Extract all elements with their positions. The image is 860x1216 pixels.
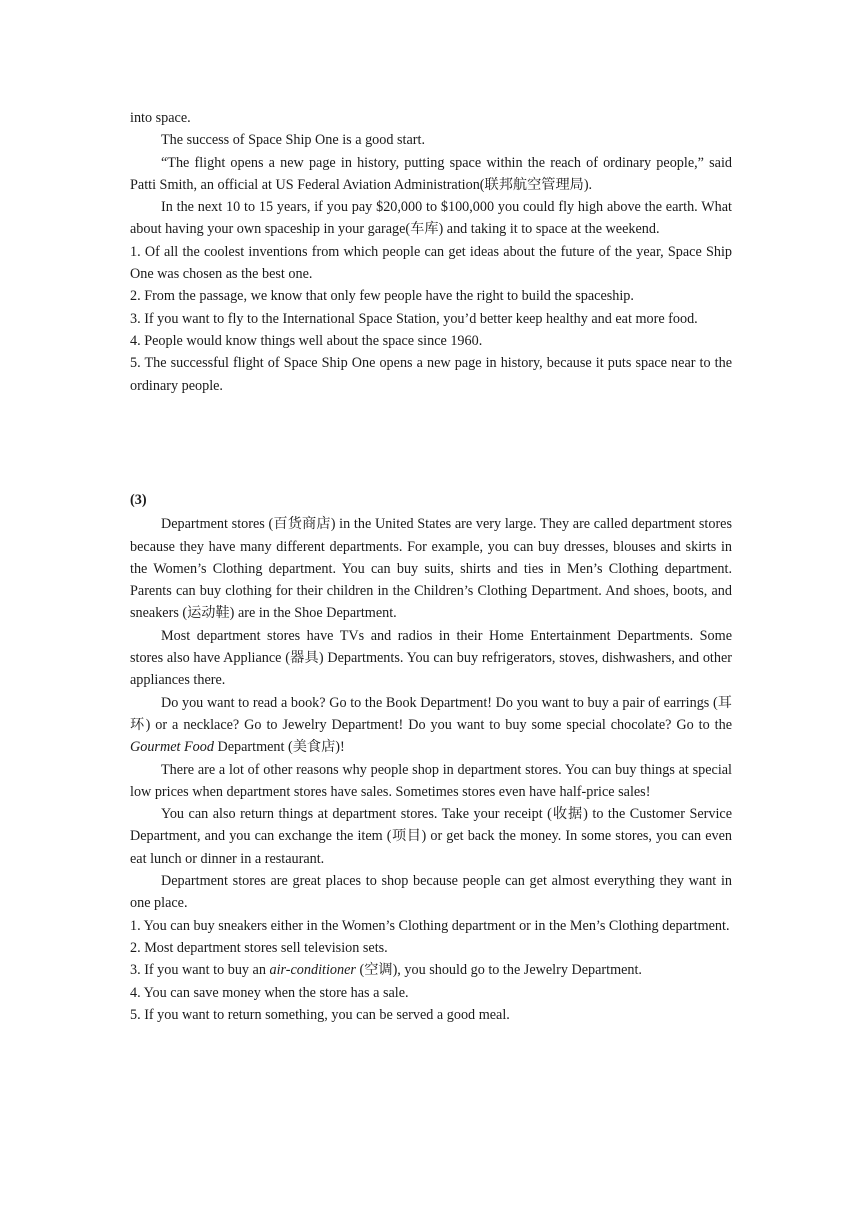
question-item: 1. You can buy sneakers either in the Women’s Clothing department or in the Men’s Clothing department. bbox=[130, 917, 730, 934]
passage-3-section bbox=[130, 489, 732, 1026]
question-item: 2. From the passage, we know that only few people have the right to build the spaceship. bbox=[130, 288, 634, 305]
question-item: 2. Most department stores sell television sets. bbox=[130, 939, 388, 956]
paragraph: Department stores (百货商店) in the United States are very large. They are called department stores because they have many different departments. For example, you can buy dresses, blouses and skirts in the Women’s Clothing department. You can buy suits, shirts and ties in Men’s Clothing department. Parents can buy clothing for their children in the Children’s Clothing Department. And shoes, boots, and sneakers (运动鞋) are in the Shoe Department. bbox=[130, 516, 732, 622]
italic-term: air-conditioner bbox=[269, 962, 356, 979]
paragraph: Most department stores have TVs and radios in their Home Entertainment Departments. Some stores also have Appliance (器具) Departments. You can buy refrigerators, stoves, dishwashers, and other appliances there. bbox=[130, 627, 732, 689]
paragraph: In the next 10 to 15 years, if you pay $20,000 to $100,000 you could fly high above the earth. What about having your own spaceship in your garage(车库) and taking it to space at the weekend. bbox=[130, 199, 732, 238]
paragraph: “The flight opens a new page in history, putting space within the reach of ordinary people,” said Patti Smith, an official at US Federal Aviation Administration(联邦航空管理局). bbox=[130, 154, 732, 193]
paragraph: The success of Space Ship One is a good start. bbox=[161, 132, 425, 149]
passage-2-section bbox=[130, 107, 732, 397]
question-item: 4. You can save money when the store has a sale. bbox=[130, 984, 409, 1001]
paragraph: Department stores are great places to shop because people can get almost everything they want in one place. bbox=[130, 873, 732, 912]
question-item: 3. If you want to fly to the International Space Station, you’d better keep healthy and eat more food. bbox=[130, 310, 698, 327]
paragraph-text: Department (美食店)! bbox=[213, 739, 345, 756]
question-item: 5. The successful flight of Space Ship One opens a new page in history, because it puts space near to the ordinary people. bbox=[130, 355, 732, 394]
question-item: 4. People would know things well about the space since 1960. bbox=[130, 332, 483, 349]
paragraph: There are a lot of other reasons why people shop in department stores. You can buy things at special low prices when department stores have sales. Sometimes stores even have half-price sales! bbox=[130, 761, 732, 800]
paragraph: You can also return things at department stores. Take your receipt (收据) to the Customer Service Department, and you can exchange the item (项目) or get back the money. In some stores, you can even eat lunch or dinner in a restaurant. bbox=[130, 806, 732, 867]
question-item bbox=[130, 959, 732, 981]
question-text: 3. If you want to buy an bbox=[130, 962, 270, 979]
paragraph: into space. bbox=[130, 110, 191, 126]
paragraph bbox=[130, 692, 732, 759]
italic-term: Gourmet Food bbox=[130, 739, 214, 756]
question-item: 1. Of all the coolest inventions from which people can get ideas about the future of the year, Space Ship One was chosen as the best one. bbox=[130, 243, 732, 283]
paragraph-text: Do you want to read a book? Go to the Book Department! Do you want to buy a pair of earrings (耳环) or a necklace? Go to Jewelry Department! Do you want to buy some special chocolate? Go to the bbox=[130, 694, 732, 733]
section-heading: (3) bbox=[130, 492, 147, 508]
question-text: (空调), you should go to the Jewelry Department. bbox=[355, 962, 642, 979]
question-item: 5. If you want to return something, you can be served a good meal. bbox=[130, 1006, 510, 1023]
